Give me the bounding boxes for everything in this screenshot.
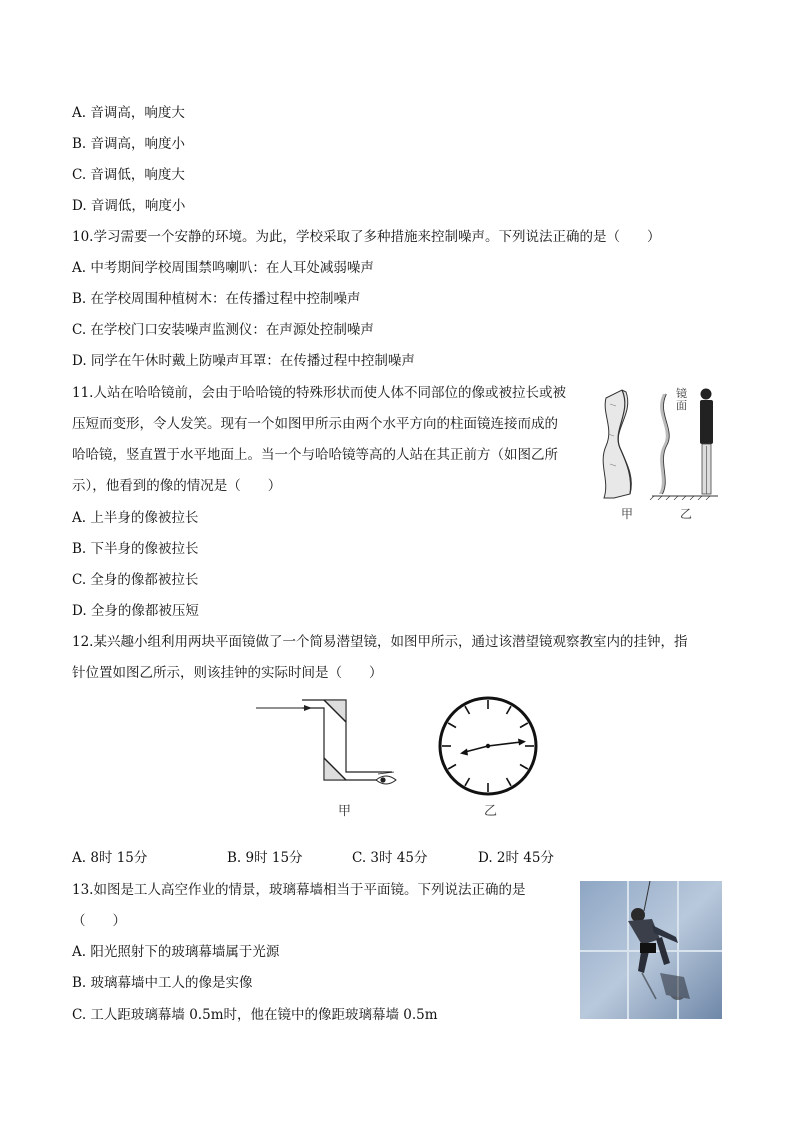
q13-stem-line-2: （ ） [72, 913, 126, 929]
q11-label-yi: 乙 [680, 507, 693, 521]
q11-stem-line-1: 11.人站在哈哈镜前，会由于哈哈镜的特殊形状而使人体不同部位的像或被拉长或被 [72, 385, 566, 401]
q12-periscope-figure [254, 694, 404, 794]
q13-worker-photo [580, 881, 722, 1019]
q11-option-c: C. 全身的像都被拉长 [72, 572, 199, 588]
q11-option-a: A. 上半身的像被拉长 [72, 510, 199, 526]
q12-option-a: A. 8时 15分 [72, 850, 148, 866]
q9-option-a: A. 音调高，响度大 [72, 105, 185, 121]
q11-label-jia: 甲 [621, 507, 634, 521]
q9-option-d: D. 音调低，响度小 [72, 198, 186, 214]
q12-option-c: C. 3时 45分 [352, 850, 428, 866]
q11-stem-line-3: 哈哈镜，竖直置于水平地面上。当一个与哈哈镜等高的人站在其正前方（如图乙所 [72, 447, 558, 463]
q12-option-b: B. 9时 15分 [227, 850, 303, 866]
q10-option-a: A. 中考期间学校周围禁鸣喇叭：在人耳处减弱噪声 [72, 260, 374, 276]
q12-clock-figure [437, 695, 539, 797]
q10-stem: 10.学习需要一个安静的环境。为此，学校采取了多种措施来控制噪声。下列说法正确的是（ ） [72, 229, 661, 245]
q10-option-d: D. 同学在午休时戴上防噪声耳罩：在传播过程中控制噪声 [72, 353, 415, 369]
q10-option-b: B. 在学校周围种植树木：在传播过程中控制噪声 [72, 291, 361, 307]
q11-option-d: D. 全身的像都被压短 [72, 603, 199, 619]
q13-option-a: A. 阳光照射下的玻璃幕墙属于光源 [72, 944, 280, 960]
q12-label-jia: 甲 [338, 804, 352, 819]
q11-option-b: B. 下半身的像被拉长 [72, 541, 199, 557]
q12-stem-line-2: 针位置如图乙所示，则该挂钟的实际时间是（ ） [72, 665, 383, 681]
q12-stem-line-1: 12.某兴趣小组利用两块平面镜做了一个简易潜望镜，如图甲所示，通过该潜望镜观察教室内的挂钟，指 [72, 634, 688, 650]
eye-icon [376, 772, 396, 784]
q10-option-c: C. 在学校门口安装噪声监测仪：在声源处控制噪声 [72, 322, 374, 338]
q9-option-b: B. 音调高，响度小 [72, 136, 186, 152]
q9-option-c: C. 音调低，响度大 [72, 167, 185, 183]
q11-stem-line-4: 示），他看到的像的情况是（ ） [72, 478, 282, 494]
q13-option-b: B. 玻璃幕墙中工人的像是实像 [72, 975, 253, 991]
person-silhouette [700, 389, 713, 495]
q11-stem-line-2: 压短而变形，令人发笑。现有一个如图甲所示由两个水平方向的柱面镜连接而成的 [72, 416, 558, 432]
q12-label-yi: 乙 [484, 804, 498, 819]
q11-funhouse-mirror-figure [596, 384, 726, 500]
q13-option-c: C. 工人距玻璃幕墙 0.5m时，他在镜中的像距玻璃幕墙 0.5m [72, 1007, 438, 1023]
q13-stem-line-1: 13.如图是工人高空作业的情景，玻璃幕墙相当于平面镜。下列说法正确的是 [72, 882, 526, 898]
curved-mirror-block [603, 390, 631, 498]
q11-mirror-label: 镜面 [676, 387, 687, 412]
q12-option-d: D. 2时 45分 [478, 850, 554, 866]
